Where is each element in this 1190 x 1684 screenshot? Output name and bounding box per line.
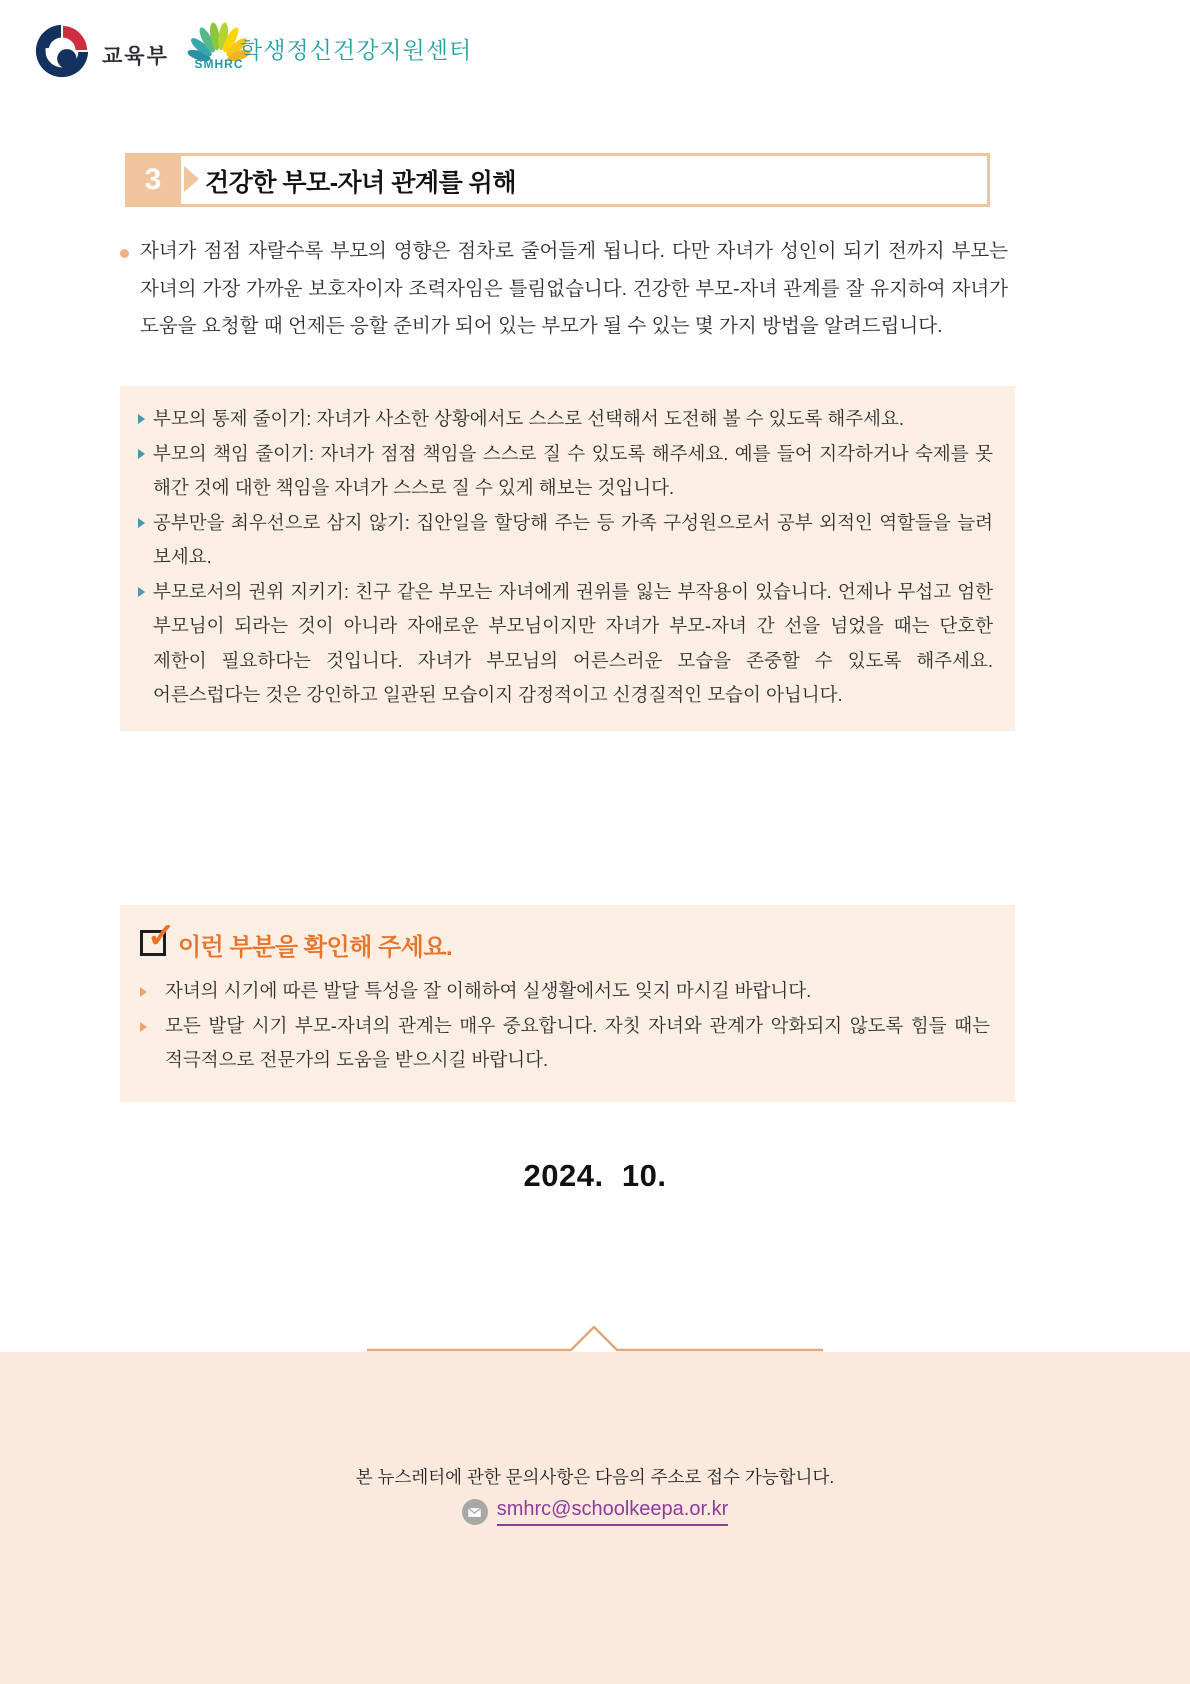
tip-item-text: 공부만을 최우선으로 삼지 않기: 집안일을 할당해 주는 등 가족 구성원으로서 공부 외적인 역할들을 늘려 보세요.	[153, 511, 993, 567]
section-arrow-icon	[184, 166, 199, 192]
triangle-bullet-icon	[140, 1022, 147, 1032]
check-item	[138, 1009, 990, 1078]
tip-item	[138, 437, 993, 506]
tip-item-text: 부모의 통제 줄이기: 자녀가 사소한 상황에서도 스스로 선택해서 도전해 볼 수 있도록 해주세요.	[153, 408, 905, 429]
triangle-bullet-icon	[138, 449, 145, 459]
check-item-text: 모든 발달 시기 부모-자녀의 관계는 매우 중요합니다. 자칫 자녀와 관계가 악화되지 않도록 힘들 때는 적극적으로 전문가의 도움을 받으시길 바랍니다.	[165, 1014, 990, 1070]
moe-label: 교육부	[102, 45, 169, 68]
intro-paragraph: 자녀가 점점 자랄수록 부모의 영향은 점차로 줄어들게 됩니다. 다만 자녀가 성인이 되기 전까지 부모는 자녀의 가장 가까운 보호자이자 조력자임은 틀림없습니다. 건강한 부모-자녀 관계를 잘 유지하여 자녀가 도움을 요청할 때 언제든 응할 준비가 되어 있는 부모가 될 수 있는 몇 가지 방법을 알려드립니다.	[140, 240, 1008, 337]
section-number-badge: 3	[125, 153, 181, 207]
triangle-bullet-icon	[138, 518, 145, 528]
envelope-icon	[462, 1499, 488, 1525]
checkmark-icon: ✓	[147, 917, 176, 955]
intro-bullet-dot-icon	[120, 249, 129, 258]
smhrc-acronym: SMHRC	[194, 57, 244, 71]
publication-date: 2024. 10.	[523, 1158, 667, 1193]
moe-logo-icon	[33, 22, 91, 80]
section-title: 건강한 부모-자녀 관계를 위해	[205, 169, 516, 197]
triangle-bullet-icon	[138, 414, 145, 424]
smhrc-center-name: 학생정신건강지원센터	[240, 37, 473, 63]
check-title-row	[138, 917, 990, 962]
tip-item-text: 부모로서의 권위 지키기: 친구 같은 부모는 자녀에게 권위를 잃는 부작용이 있습니다. 언제나 무섭고 엄한 부모님이 되라는 것이 아니라 자애로운 부모님이지만 자녀가 부모-자녀 간 선을 넘었을 때는 단호한 제한이 필요하다는 것입니다. 자녀가 부모님의 어른스러운 모습을 존중할 수 있도록 해주세요. 어른스럽다는 것은 강인하고 일관된 모습이지 감정적이고 신경질적인 모습이 아닙니다.	[153, 580, 993, 705]
check-item-text: 자녀의 시기에 따른 발달 특성을 잘 이해하여 실생활에서도 잊지 마시길 바랍니다.	[165, 980, 812, 1001]
checkbox-icon	[140, 917, 176, 956]
footer-divider-icon	[365, 1322, 825, 1353]
check-reminder-box	[120, 905, 1015, 1102]
check-box-title: 이런 부분을 확인해 주세요.	[178, 934, 453, 961]
tip-item	[138, 506, 993, 575]
parenting-tips-box	[120, 386, 1015, 731]
footer-email-row	[0, 1498, 1190, 1526]
triangle-bullet-icon	[138, 587, 145, 597]
tip-item-text: 부모의 책임 줄이기: 자녀가 점점 책임을 스스로 질 수 있도록 해주세요. 예를 들어 지각하거나 숙제를 못 해간 것에 대한 책임을 자녀가 스스로 질 수 있게 해보는 것입니다.	[153, 442, 993, 498]
triangle-bullet-icon	[140, 987, 147, 997]
footer-notice: 본 뉴스레터에 관한 문의사항은 다음의 주소로 접수 가능합니다.	[355, 1467, 835, 1487]
check-item	[138, 974, 990, 1009]
tip-item	[138, 575, 993, 713]
tip-item	[138, 402, 993, 437]
contact-email-link[interactable]: smhrc@schoolkeepa.or.kr	[497, 1498, 729, 1526]
